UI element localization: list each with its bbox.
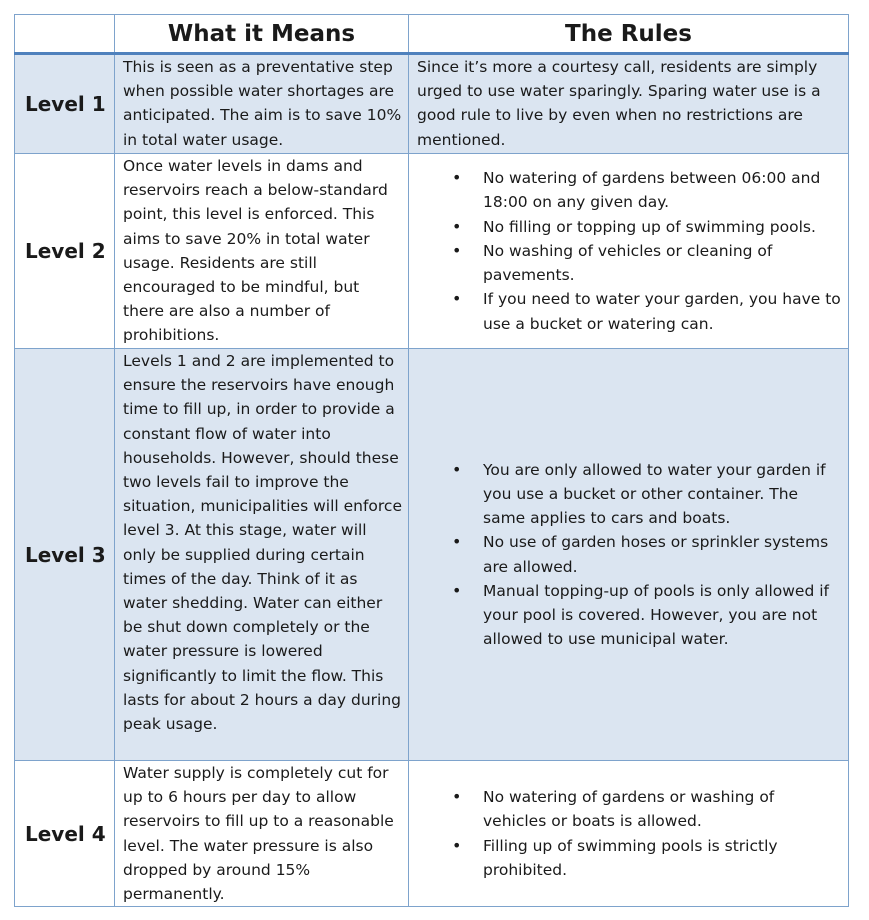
rule-text: Filling up of swimming pools is strictly prohibited. — [483, 836, 778, 879]
rule-text: No washing of vehicles or cleaning of pavements. — [483, 241, 773, 285]
rule-item — [417, 166, 842, 214]
rules-bullet-list — [417, 785, 842, 882]
rule-item — [417, 834, 842, 882]
rules-bullet-list — [417, 458, 842, 652]
rule-item — [417, 287, 842, 335]
level-rules-text: Since it’s more a courtesy call, residents are simply urged to use water sparingly. Sparing water use is a good rule to live by even when no restrictions are mentioned. — [409, 54, 849, 154]
header-level — [15, 15, 115, 54]
table-row-level-4 — [15, 761, 849, 907]
level-label: Level 1 — [15, 54, 115, 154]
bullet-icon: • — [452, 580, 462, 600]
level-meaning: This is seen as a preventative step when possible water shortages are anticipated. The aim is to save 10% in total water usage. — [115, 54, 409, 154]
rule-item — [417, 458, 842, 531]
level-rules-list — [409, 349, 849, 761]
rule-item — [417, 239, 842, 287]
bullet-icon: • — [452, 216, 462, 236]
rules-bullet-list — [417, 166, 842, 335]
rule-item — [417, 530, 842, 578]
rule-item — [417, 785, 842, 833]
bullet-icon: • — [452, 532, 462, 552]
header-the-rules: The Rules — [409, 15, 849, 54]
table-row-level-3 — [15, 349, 849, 761]
level-meaning: Levels 1 and 2 are implemented to ensure the reservoirs have enough time to fill up, in order to provide a constant flow of water into households. However, should these two levels fail to improve the situation, municipalities will enforce level 3. At this stage, water will only be supplied during certain times of the day. Think of it as water shedding. Water can either be shut down completely or the water pressure is lowered significantly to limit the flow. This lasts for about 2 hours a day during peak usage. — [115, 349, 409, 761]
level-rules-list — [409, 154, 849, 349]
level-label: Level 2 — [15, 154, 115, 349]
rule-text: No watering of gardens or washing of vehicles or boats is allowed. — [483, 788, 775, 831]
rule-text: You are only allowed to water your garden if you use a bucket or other container. The same applies to cars and boats. — [483, 460, 826, 528]
header-row — [15, 15, 849, 54]
bullet-icon: • — [452, 289, 462, 309]
water-restrictions-table — [14, 14, 849, 907]
rule-text: No filling or topping up of swimming pools. — [483, 217, 816, 236]
header-what-it-means: What it Means — [115, 15, 409, 54]
level-meaning: Water supply is completely cut for up to 6 hours per day to allow reservoirs to fill up to a reasonable level. The water pressure is also dropped by around 15% permanently. — [115, 761, 409, 907]
bullet-icon: • — [452, 168, 462, 188]
level-label: Level 4 — [15, 761, 115, 907]
rule-item — [417, 215, 842, 239]
rule-text: No watering of gardens between 06:00 and 18:00 on any given day. — [483, 169, 821, 212]
table-row-level-2 — [15, 154, 849, 349]
level-rules-list — [409, 761, 849, 907]
level-label: Level 3 — [15, 349, 115, 761]
bullet-icon: • — [452, 459, 462, 479]
rule-text: If you need to water your garden, you have to use a bucket or watering can. — [483, 290, 841, 333]
bullet-icon: • — [452, 787, 462, 807]
rule-item — [417, 579, 842, 652]
bullet-icon: • — [452, 240, 462, 260]
rule-text: Manual topping-up of pools is only allowed if your pool is covered. However, you are not allowed to use municipal water. — [483, 581, 829, 649]
bullet-icon: • — [452, 835, 462, 855]
rule-text: No use of garden hoses or sprinkler systems are allowed. — [483, 533, 829, 576]
level-meaning: Once water levels in dams and reservoirs reach a below-standard point, this level is enforced. This aims to save 20% in total water usage. Residents are still encouraged to be mindful, but there are also a number of prohibitions. — [115, 154, 409, 349]
table-row-level-1 — [15, 54, 849, 154]
